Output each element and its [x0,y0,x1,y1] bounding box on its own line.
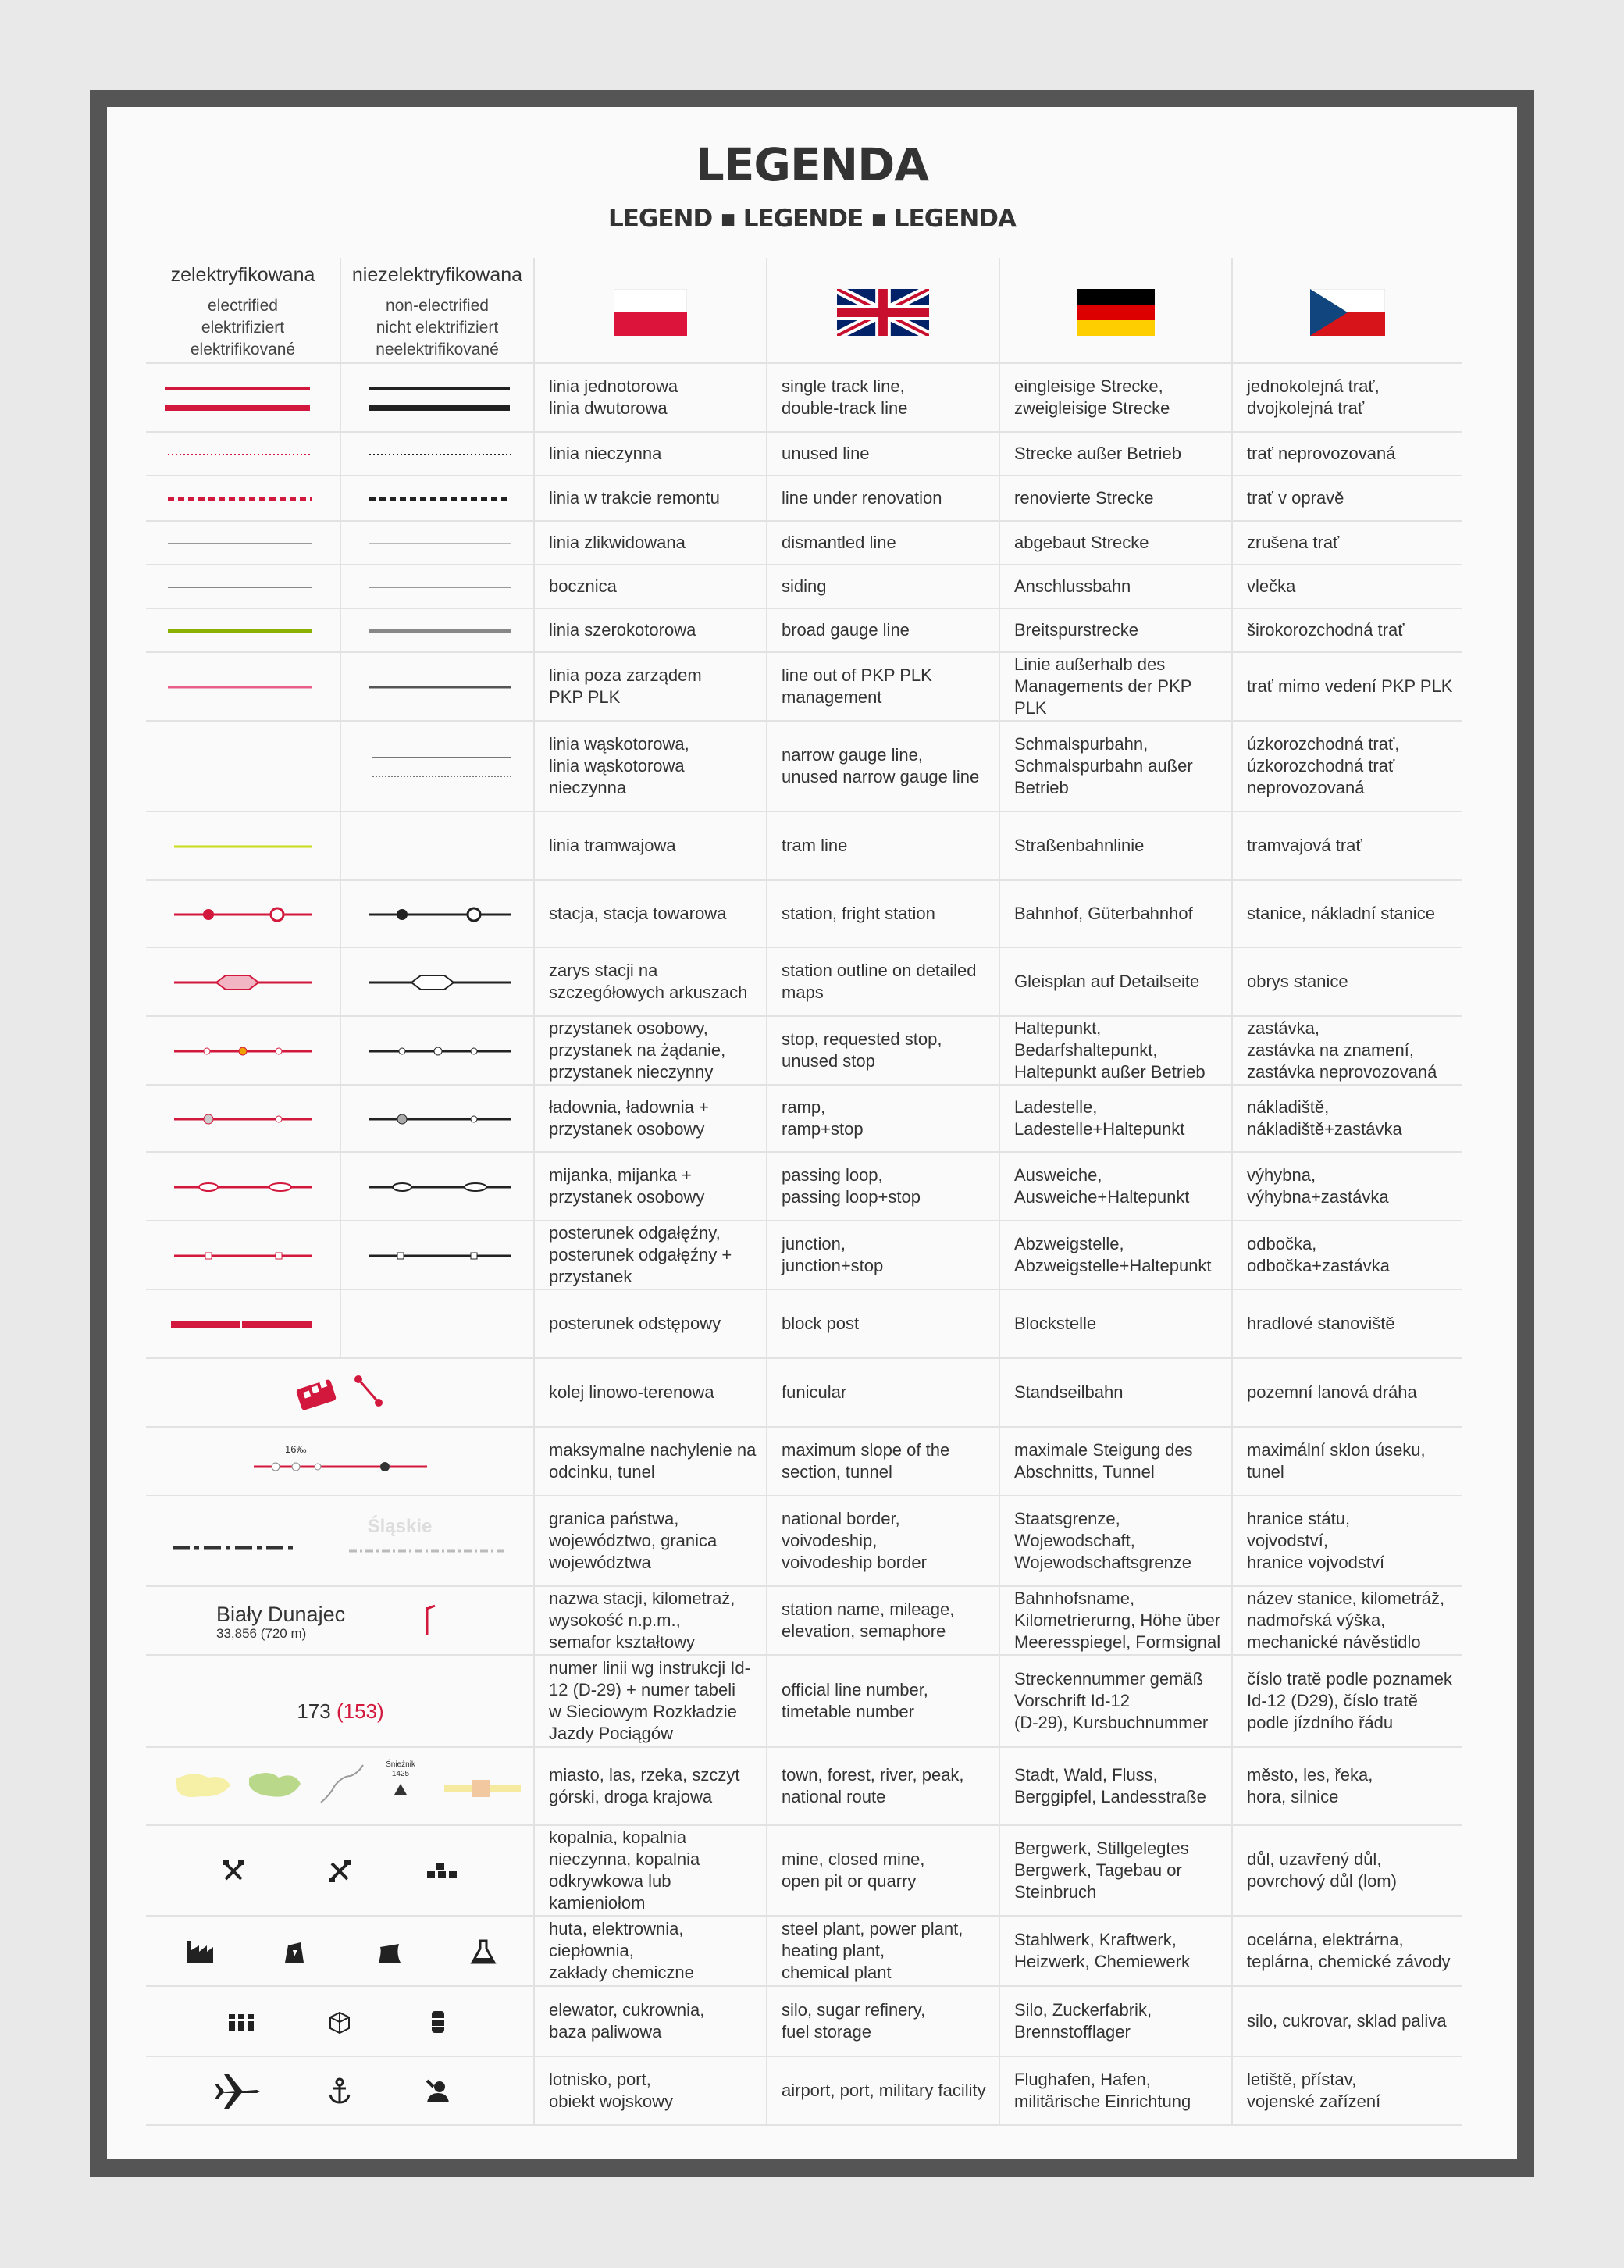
legend-text-en: tram line [767,812,1000,881]
legend-text-en: mine, closed mine, open pit or quarry [767,1826,1000,1917]
legend-text-cz: město, les, řeka, hora, silnice [1233,1748,1462,1826]
non-electrified-symbol-cell [341,522,535,565]
electrified-line-symbol [146,565,341,609]
legend-text-pl: linia jednotorowa linia dwutorowa [535,364,767,433]
non-electrified-symbol-cell [341,948,535,1017]
legend-text-de: Streckennummer gemäß Vorschrift Id-12 (D-29), Kursbuchnummer [1000,1656,1233,1748]
legend-text-de: Gleisplan auf Detailseite [1000,948,1233,1017]
legend-text-en: station name, mileage, elevation, semaphore [767,1587,1000,1656]
legend-text-en: siding [767,565,1000,609]
electrified-line-symbol [146,433,341,476]
legend-text-cz: tramvajová trať [1233,812,1462,881]
uk-flag-icon [837,289,929,336]
legend-text-de: Bahnhof, Güterbahnhof [1000,881,1233,948]
electrified-symbol-cell [146,1086,341,1153]
legend-text-cz: obrys stanice [1233,948,1462,1017]
legend-text-en: official line number, timetable number [767,1656,1000,1748]
legend-text-pl: linia poza zarządem PKP PLK [535,653,767,722]
legend-text-pl: granica państwa, województwo, granica województwa [535,1496,767,1587]
forest-icon [249,1773,301,1797]
legend-text-cz: hranice státu, vojvodství, hranice vojvodství [1233,1496,1462,1587]
legend-text-de: Schmalspurbahn, Schmalspurbahn außer Betrieb [1000,722,1233,812]
non-electrified-line-symbol [341,433,535,476]
legend-text-de: Abzweigstelle, Abzweigstelle+Haltepunkt [1000,1221,1233,1290]
header-electrified [146,258,341,364]
station-km: 33,856 (720 m) [216,1626,307,1641]
electrified-symbol-cell [146,433,341,476]
legend-text-pl: huta, elektrownia, ciepłownia, zakłady chemiczne [535,1917,767,1987]
legend-row [146,433,1462,476]
legend-text-en: steel plant, power plant, heating plant, chemical plant [767,1917,1000,1987]
electrified-line-symbol [146,476,341,522]
chemical-plant-icon [472,1941,494,1963]
electrified-symbol-cell [146,1290,341,1359]
quarry-icon [427,1863,457,1878]
header-german [1000,258,1233,364]
non-electrified-symbol-cell [341,812,535,881]
legend-text-cz: trať v opravě [1233,476,1462,522]
legend-text-de: renovierte Strecke [1000,476,1233,522]
legend-row [146,609,1462,653]
non-electrified-symbol-cell [341,1086,535,1153]
legend-row [146,722,1462,812]
header-non-electrified [341,258,535,364]
legend-text-de: Standseilbahn [1000,1359,1233,1428]
voivodeship-label: Śląskie [367,1516,433,1537]
legend-text-cz: zrušena trať [1233,522,1462,565]
legend-row [146,364,1462,433]
legend-text-en: unused line [767,433,1000,476]
electrified-symbol-cell [146,1221,341,1290]
closed-mine-icon [329,1860,351,1882]
legend-row [146,1748,1462,1826]
header-non-electrified-sub: non-electrified nicht elektrifiziert neelektrifikované [376,297,499,358]
electrified-line-symbol [146,522,341,565]
non-electrified-symbol-cell [341,1017,535,1086]
legend-row [146,948,1462,1017]
legend-text-en: broad gauge line [767,609,1000,653]
non-electrified-line-symbol [341,722,535,812]
legend-text-en: town, forest, river, peak, national route [767,1748,1000,1826]
electrified-symbol-cell [146,476,341,522]
electrified-symbol-cell [146,881,341,948]
electrified-line-symbol [146,1153,341,1221]
legend-text-cz: silo, cukrovar, sklad paliva [1233,1987,1462,2057]
non-electrified-symbol-cell [341,653,535,722]
legend-row [146,1987,1462,2057]
legend-row [146,1221,1462,1290]
fuel-storage-icon [432,2011,444,2033]
legend-row [146,1359,1462,1428]
legend-text-pl: linia szerokotorowa [535,609,767,653]
legend-row [146,1917,1462,1987]
legend-text-cz: zastávka, zastávka na znamení, zastávka neprovozovaná [1233,1017,1462,1086]
legend-text-en: single track line, double-track line [767,364,1000,433]
czech-flag-icon [1310,289,1385,336]
legend-text-cz: úzkorozchodná trať, úzkorozchodná trať neprovozovaná [1233,722,1462,812]
non-electrified-line-symbol [341,476,535,522]
non-electrified-line-symbol [341,1221,535,1290]
non-electrified-line-symbol [341,609,535,653]
legend-text-de: Stadt, Wald, Fluss, Berggipfel, Landesstraße [1000,1748,1233,1826]
river-icon [321,1765,363,1803]
legend-text-pl: kopalnia, kopalnia nieczynna, kopalnia odkrywkowa lub kamieniołom [535,1826,767,1917]
legend-text-en: funicular [767,1359,1000,1428]
sugar-refinery-icon [330,2013,349,2033]
electrified-line-symbol [146,1017,341,1086]
legend-text-de: Bahnhofsname, Kilometrierurng, Höhe über Meeresspiegel, Formsignal [1000,1587,1233,1656]
electrified-symbol-cell [146,948,341,1017]
legend-row [146,476,1462,522]
legend-text-cz: nákladiště, nákladiště+zastávka [1233,1086,1462,1153]
legend-text-en: stop, requested stop, unused stop [767,1017,1000,1086]
legend-row [146,1153,1462,1221]
legend-row [146,1826,1462,1917]
legend-text-de: abgebaut Strecke [1000,522,1233,565]
poland-flag-icon [614,289,687,336]
non-electrified-symbol-cell [341,1153,535,1221]
heating-plant-icon [379,1944,401,1963]
non-electrified-symbol-cell [341,881,535,948]
legend-text-pl: kolej linowo-terenowa [535,1359,767,1428]
legend-text-pl: numer linii wg instrukcji Id- 12 (D-29) + numer tabeli w Sieciowym Rozkładzie Jazdy Pociągów [535,1656,767,1748]
legend-text-pl: zarys stacji na szczegółowych arkuszach [535,948,767,1017]
header-polish [535,258,767,364]
slope-tunnel-symbol [146,1428,535,1496]
military-facility-icon [427,2081,449,2102]
legend-text-en: airport, port, military facility [767,2057,1000,2126]
legend-text-cz: odbočka, odbočka+zastávka [1233,1221,1462,1290]
slope-label: 16‰ [285,1443,307,1455]
legend-text-cz: důl, uzavřený důl, povrchový důl (lom) [1233,1826,1462,1917]
symbol-cell [146,1748,535,1826]
station-name: Biały Dunajec [216,1603,346,1626]
legend-text-en: line under renovation [767,476,1000,522]
airport-icon [215,2074,260,2109]
electrified-symbol-cell [146,722,341,812]
legend-text-de: Staatsgrenze, Wojewodschaft, Wojewodschaftsgrenze [1000,1496,1233,1587]
electrified-symbol-cell [146,1153,341,1221]
non-electrified-symbol-cell [341,433,535,476]
symbol-cell [146,1587,535,1656]
legend-text-en: block post [767,1290,1000,1359]
legend-text-cz: trať mimo vedení PKP PLK [1233,653,1462,722]
legend-text-pl: lotnisko, port, obiekt wojskowy [535,2057,767,2126]
non-electrified-symbol-cell [341,1221,535,1290]
timetable-number: (153) [336,1699,384,1723]
industry-symbol [146,1917,535,1987]
legend-text-cz: stanice, nákladní stanice [1233,881,1462,948]
legend-text-de: Ausweiche, Ausweiche+Haltepunkt [1000,1153,1233,1221]
legend-row [146,1428,1462,1496]
legend-text-en: maximum slope of the section, tunnel [767,1428,1000,1496]
legend-text-cz: číslo tratě podle poznamek Id-12 (D29), číslo tratě podle jízdního řádu [1233,1656,1462,1748]
legend-text-cz: název stanice, kilometráž, nadmořská výška, mechanické návěstidlo [1233,1587,1462,1656]
legend-text-pl: linia w trakcie remontu [535,476,767,522]
legend-text-cz: pozemní lanová dráha [1233,1359,1462,1428]
town-icon [176,1774,230,1797]
symbol-cell [146,1917,535,1987]
electrified-line-symbol [146,881,341,948]
symbol-cell [146,1826,535,1917]
legend-text-en: station, fright station [767,881,1000,948]
legend-text-de: Silo, Zuckerfabrik, Brennstofflager [1000,1987,1233,2057]
legend-text-cz: hradlové stanoviště [1233,1290,1462,1359]
legend-text-de: Breitspurstrecke [1000,609,1233,653]
electrified-symbol-cell [146,364,341,433]
legend-text-de: Blockstelle [1000,1290,1233,1359]
legend-text-en: narrow gauge line, unused narrow gauge line [767,722,1000,812]
legend-text-en: ramp, ramp+stop [767,1086,1000,1153]
legend-text-en: junction, junction+stop [767,1221,1000,1290]
legend-text-pl: posterunek odgałęźny, posterunek odgałęźny + przystanek [535,1221,767,1290]
electrified-symbol-cell [146,1017,341,1086]
legend-text-de: Linie außerhalb des Managements der PKP PLK [1000,653,1233,722]
legend-text-de: Anschlussbahn [1000,565,1233,609]
legend-text-en: dismantled line [767,522,1000,565]
legend-row [146,522,1462,565]
legend-text-en: station outline on detailed maps [767,948,1000,1017]
electrified-line-symbol [146,1221,341,1290]
germany-flag-icon [1077,289,1155,336]
legend-row [146,1496,1462,1587]
line-number-label [146,1699,535,1724]
legend-text-pl: miasto, las, rzeka, szczyt górski, droga krajowa [535,1748,767,1826]
non-electrified-line-symbol [341,1017,535,1086]
legend-row [146,2057,1462,2126]
legend-row [146,1017,1462,1086]
legend-text-cz: ocelárna, elektrárna, teplárna, chemické závody [1233,1917,1462,1987]
legend-text-en: silo, sugar refinery, fuel storage [767,1987,1000,2057]
legend-text-cz: jednokolejná trať, dvojkolejná trať [1233,364,1462,433]
legend-text-cz: vlečka [1233,565,1462,609]
silo-icon [227,2014,255,2031]
non-electrified-line-symbol [341,364,535,433]
funicular-icon [146,1359,535,1428]
mines-symbol [146,1826,535,1917]
non-electrified-line-symbol [341,881,535,948]
line-number: 173 [297,1699,331,1723]
header-electrified-main: zelektryfikowana [170,264,315,286]
non-electrified-line-symbol [341,522,535,565]
symbol-cell [146,1656,535,1748]
legend-title: LEGENDA [695,138,929,191]
peak-icon [394,1784,407,1795]
legend-row [146,565,1462,609]
legend-text-de: Strecke außer Betrieb [1000,433,1233,476]
symbol-cell [146,1496,535,1587]
symbol-cell [146,1987,535,2057]
header-czech [1233,258,1462,364]
non-electrified-symbol-cell [341,476,535,522]
semaphore-icon [146,1587,535,1656]
legend-subtitle: LEGEND ▪ LEGENDE ▪ LEGENDA [607,205,1017,233]
non-electrified-line-symbol [341,1153,535,1221]
legend-text-cz: širokorozchodná trať [1233,609,1462,653]
legend-text-cz: trať neprovozovaná [1233,433,1462,476]
electrified-symbol-cell [146,609,341,653]
border-symbol [146,1496,535,1587]
electrified-symbol-cell [146,653,341,722]
legend-text-en: passing loop, passing loop+stop [767,1153,1000,1221]
non-electrified-symbol-cell [341,1290,535,1359]
non-electrified-symbol-cell [341,722,535,812]
non-electrified-line-symbol [341,653,535,722]
symbol-cell [146,1428,535,1496]
legend-text-pl: bocznica [535,565,767,609]
header-non-electrified-main: niezelektryfikowana [351,264,523,286]
non-electrified-symbol-cell [341,565,535,609]
electrified-line-symbol [146,609,341,653]
legend-header-row [146,258,1462,364]
legend-text-de: Ladestelle, Ladestelle+Haltepunkt [1000,1086,1233,1153]
legend-text-pl: linia wąskotorowa, linia wąskotorowa nieczynna [535,722,767,812]
legend-text-en: national border, voivodeship, voivodeship border [767,1496,1000,1587]
legend-text-pl: ładownia, ładownia + przystanek osobowy [535,1086,767,1153]
legend-text-cz: maximální sklon úseku, tunel [1233,1428,1462,1496]
electrified-line-symbol [146,1086,341,1153]
electrified-symbol-cell [146,565,341,609]
legend-row [146,881,1462,948]
svg-text:1425: 1425 [391,1770,410,1778]
electrified-line-symbol [146,364,341,433]
legend-text-pl: nazwa stacji, kilometraż, wysokość n.p.m., semafor kształtowy [535,1587,767,1656]
legend-text-pl: linia zlikwidowana [535,522,767,565]
map-features-symbol [146,1748,535,1826]
non-electrified-symbol-cell [341,609,535,653]
facilities-symbol [146,2057,535,2126]
non-electrified-symbol-cell [341,364,535,433]
legend-text-pl: mijanka, mijanka + przystanek osobowy [535,1153,767,1221]
legend-row [146,653,1462,722]
legend-text-pl: posterunek odstępowy [535,1290,767,1359]
non-electrified-line-symbol [341,1086,535,1153]
legend-text-pl: maksymalne nachylenie na odcinku, tunel [535,1428,767,1496]
legend-row [146,1587,1462,1656]
legend-text-de: Bergwerk, Stillgelegtes Bergwerk, Tagebau or Steinbruch [1000,1826,1233,1917]
electrified-symbol-cell [146,812,341,881]
legend-text-de: Haltepunkt, Bedarfshaltepunkt, Haltepunkt außer Betrieb [1000,1017,1233,1086]
header-electrified-sub: electrified elektrifiziert elektrifikované [190,297,296,358]
legend-text-pl: stacja, stacja towarowa [535,881,767,948]
symbol-cell [146,2057,535,2126]
legend-text-de: Flughafen, Hafen, militärische Einrichtung [1000,2057,1233,2126]
legend-row [146,1656,1462,1748]
legend-text-de: maximale Steigung des Abschnitts, Tunnel [1000,1428,1233,1496]
legend-text-cz: letiště, přístav, vojenské zařízení [1233,2057,1462,2126]
header-english [767,258,1000,364]
legend-text-en: line out of PKP PLK management [767,653,1000,722]
legend-text-pl: linia nieczynna [535,433,767,476]
legend-text-pl: przystanek osobowy, przystanek na żądanie, przystanek nieczynny [535,1017,767,1086]
electrified-line-symbol [146,653,341,722]
svg-text:Śnieżnik: Śnieżnik [386,1760,415,1769]
legend-text-de: eingleisige Strecke, zweigleisige Strecke [1000,364,1233,433]
electrified-line-symbol [146,1290,341,1359]
non-electrified-line-symbol [341,948,535,1017]
legend-row [146,1086,1462,1153]
legend-text-pl: elewator, cukrownia, baza paliwowa [535,1987,767,2057]
electrified-line-symbol [146,812,341,881]
port-icon [330,2079,349,2102]
legend-text-de: Straßenbahnlinie [1000,812,1233,881]
legend-text-pl: linia tramwajowa [535,812,767,881]
symbol-cell [146,1359,535,1428]
legend-row [146,812,1462,881]
steel-plant-icon [187,1941,213,1963]
storage-symbol [146,1987,535,2057]
mine-icon [223,1860,244,1879]
legend-text-de: Stahlwerk, Kraftwerk, Heizwerk, Chemiewerk [1000,1917,1233,1987]
non-electrified-line-symbol [341,565,535,609]
electrified-symbol-cell [146,522,341,565]
power-plant-icon [285,1942,304,1963]
electrified-line-symbol [146,948,341,1017]
legend-row [146,1290,1462,1359]
legend-text-cz: výhybna, výhybna+zastávka [1233,1153,1462,1221]
